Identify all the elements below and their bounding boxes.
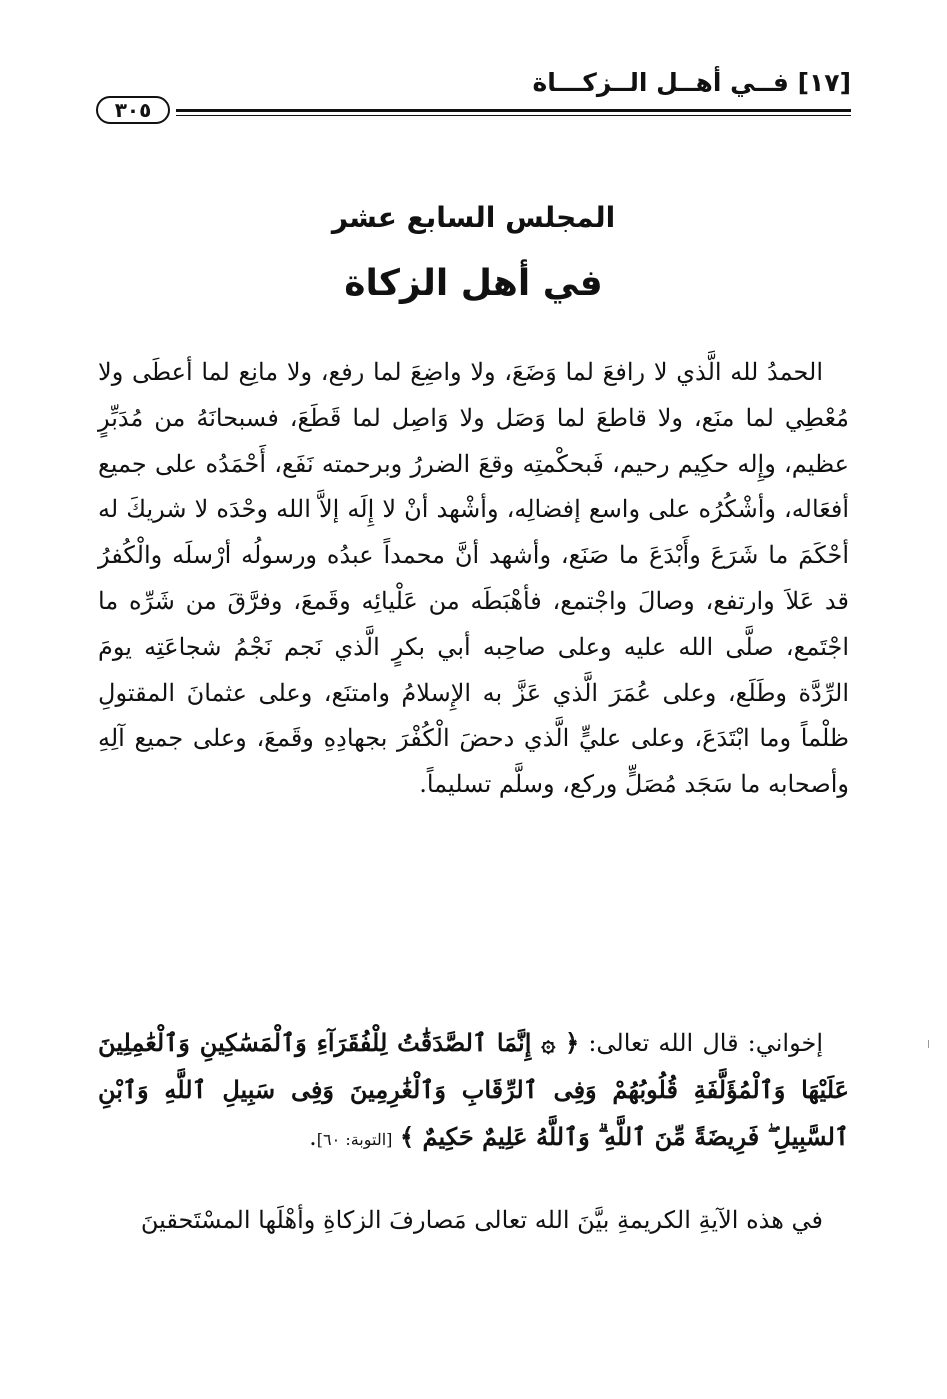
quran-verse: ﴿ ۞ إِنَّمَا ٱلصَّدَقَٰتُ لِلْفُقَرَآءِ وَٱلْمَسَٰكِينِ وَٱلْعَٰمِلِينَ عَلَيْهَا وَٱلْمُؤَلَّفَةِ قُلُوبُهُمْ وَفِى ٱلرِّقَابِ وَٱلْغَٰرِمِينَ وَفِى سَبِيلِ ٱللَّهِ وَٱبْنِ ٱلسَّبِيلِ ۖ فَرِيضَةً مِّنَ ٱللَّهِ ۗ وَٱللَّهُ عَلِيمٌ حَكِيمٌ ﴾ — [98, 1028, 849, 1151]
chapter-label: المجلس السابع عشر — [331, 201, 616, 234]
verse-end: . — [309, 1122, 317, 1151]
verse-paragraph — [98, 1020, 849, 1162]
chapter-title: في أهل الزكاة — [344, 263, 603, 304]
opening-paragraph — [98, 350, 849, 808]
running-header — [96, 66, 851, 122]
closing-paragraph — [98, 1198, 849, 1244]
closing-text: في هذه الآيةِ الكريمةِ بيَّنَ الله تعالى مَصارفَ الزكاةِ وأهْلَها المسْتَحقينَ — [140, 1206, 823, 1234]
opening-text: الحمدُ لله الَّذي لا رافعَ لما وَضَعَ، ولا واضِعَ لما رفع، ولا مانِع لما أعطَى ولا مُعْطِي لما منَع، ولا قاطعَ لما وَصَل ولا وَاصِل لما قَطَعَ، فسبحانَهُ من مُدَبِّرٍ عظيم، وإِله حكِيم رحيم، فَبحكْمتِه وقعَ الضررُ وبرحمته نَفَع، أَحْمَدُه على جميع أفعَاله، وأشْكُرُه على واسع إفضالِه، وأشْهد أنْ لا إِلَه إلاَّ الله وحْدَه لا شريكَ له أحْكَمَ ما شَرَعَ وأَبْدَعَ ما صَنَع، وأشهد أنَّ محمداً عبدُه ورسولُه أرْسلَه والْكُفرُ قد عَلاَ وارتفع، وصالَ واجْتمع، فأهْبَطَه من عَلْيائِه وقَمعَ، وفرَّقَ من شَرِّه ما اجْتَمع، صلَّى الله عليه وعلى صاحِبه أبي بكرٍ الَّذي نَجم نَجْمُ شجاعَتِه يومَ الرِّدَّة وطَلَع، وعلى عُمَرَ الَّذي عَزَّ به الإِسلامُ وامتنَع، وعلى عثمانَ المقتولِ ظلْماً وما ابْتَدَعَ، وعلى عليٍّ الَّذي دحضَ الْكُفْرَ بجهادِهِ وقَمعَ، وعلى جميع آلِهِ وأصحابه ما سَجَد مُصَلٍّ وركع، وسلَّم تسليماً. — [98, 358, 849, 799]
header-rule — [176, 109, 851, 112]
header-title: [١٧] فــي أهــل الــزكـــاة — [532, 68, 851, 97]
verse-intro: إخواني: قال الله تعالى: — [588, 1029, 823, 1057]
header-rule-thin — [176, 115, 851, 116]
verse-reference: [التوبة: ٦٠] — [316, 1129, 393, 1149]
verse-block — [98, 1020, 849, 1162]
page-number: ٣٠٥ — [96, 96, 170, 124]
margin-mark — [928, 1040, 929, 1048]
